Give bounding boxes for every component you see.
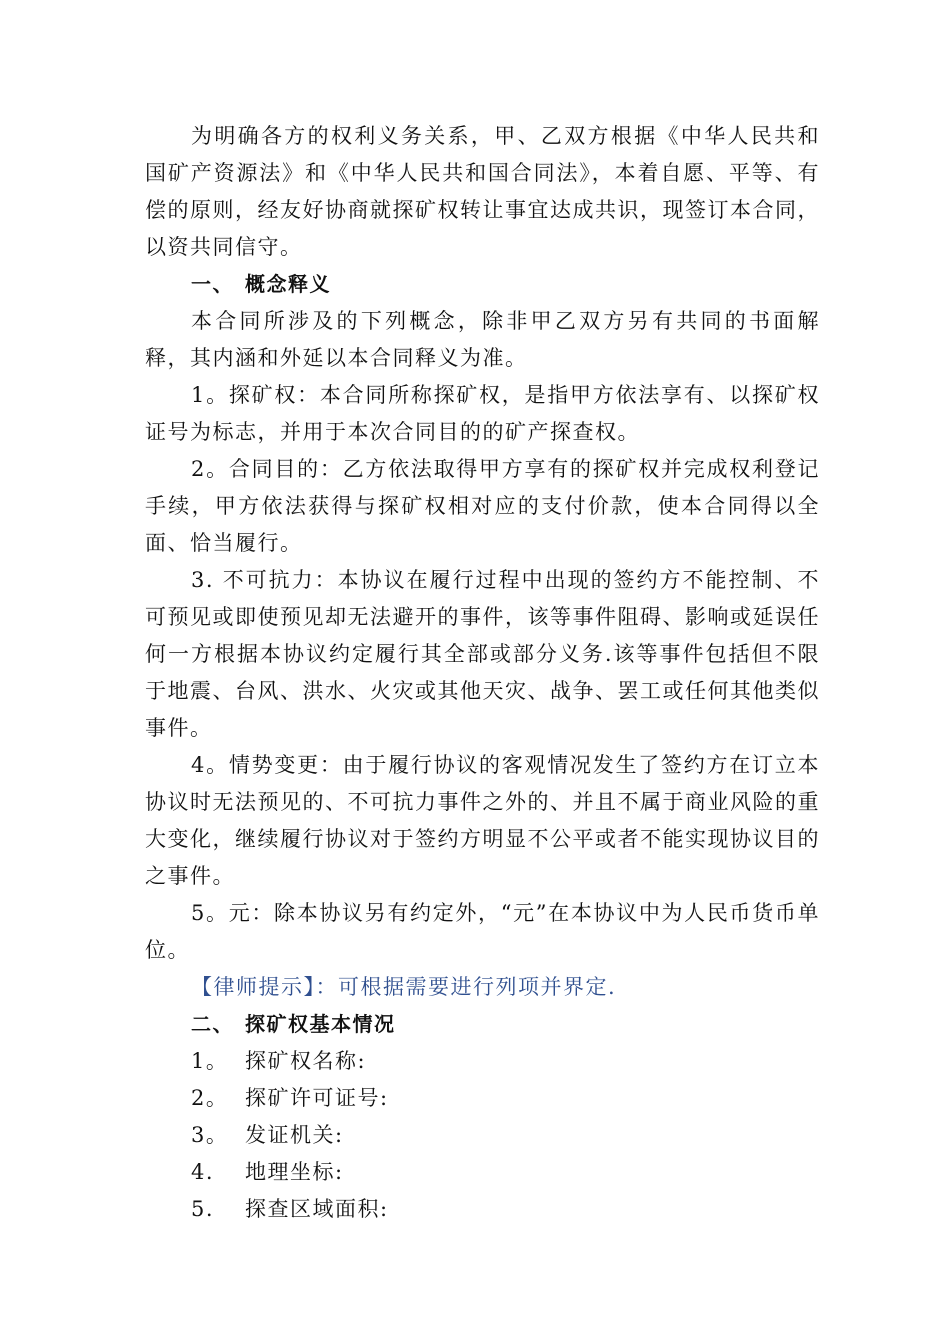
list-number: 4. [191,1160,215,1184]
info-item-3 [145,1117,820,1154]
lawyer-tip-text: ：可根据需要进行列项并界定. [315,975,617,999]
definition-item-3: 3. 不可抗力：本协议在履行过程中出现的签约方不能控制、不可预见或即使预见却无法避开的事件，该等事件阻碍、影响或延误任何一方根据本协议约定履行其全部或部分义务.该等事件包括但不限于地震、台风、洪水、火灾或其他天灾、战争、罢工或任何其他类似事件。 [145,568,820,740]
list-label: 探查区域面积: [245,1197,389,1221]
list-number: 2。 [191,1086,229,1110]
list-label: 探矿权名称: [245,1049,367,1073]
info-item-4 [145,1154,820,1191]
section-number: 二、 [191,1012,234,1036]
definition-item-4: 4。情势变更：由于履行协议的客观情况发生了签约方在订立本协议时无法预见的、不可抗力事件之外的、并且不属于商业风险的重大变化，继续履行协议对于签约方明显不公平或者不能实现协议目的之事件。 [145,753,820,888]
definition-item-2: 2。合同目的：乙方依法取得甲方享有的探矿权并完成权利登记手续，甲方依法获得与探矿权相对应的支付价款，使本合同得以全面、恰当履行。 [145,457,820,555]
info-item-2 [145,1080,820,1117]
lawyer-tip-label: 【律师提示】 [191,975,316,999]
list-label: 地理坐标: [245,1160,344,1184]
list-number: 3。 [191,1123,229,1147]
list-number: 1。 [191,1049,229,1073]
info-item-1 [145,1043,820,1080]
lawyer-tip [145,969,820,1006]
document-page [145,118,820,1228]
section-number: 一、 [191,272,234,296]
section-title: 概念释义 [245,272,331,296]
list-label: 探矿许可证号: [245,1086,389,1110]
definition-item-1: 1。探矿权：本合同所称探矿权，是指甲方依法享有、以探矿权证号为标志，并用于本次合同目的的矿产探查权。 [145,383,820,444]
section-title: 探矿权基本情况 [245,1012,396,1036]
list-label: 发证机关: [245,1123,344,1147]
info-item-5 [145,1191,820,1228]
definition-item-5: 5。元：除本协议另有约定外，“元”在本协议中为人民币货币单位。 [145,901,820,962]
intro-paragraph: 为明确各方的权利义务关系，甲、乙双方根据《中华人民共和国矿产资源法》和《中华人民共和国合同法》，本着自愿、平等、有偿的原则，经友好协商就探矿权转让事宜达成共识，现签订本合同，以资共同信守。 [145,124,820,259]
section-heading-1 [145,266,820,303]
section1-lead-paragraph: 本合同所涉及的下列概念，除非甲乙双方另有共同的书面解释，其内涵和外延以本合同释义为准。 [145,309,820,370]
section-heading-2 [145,1006,820,1043]
list-number: 5. [191,1197,215,1221]
